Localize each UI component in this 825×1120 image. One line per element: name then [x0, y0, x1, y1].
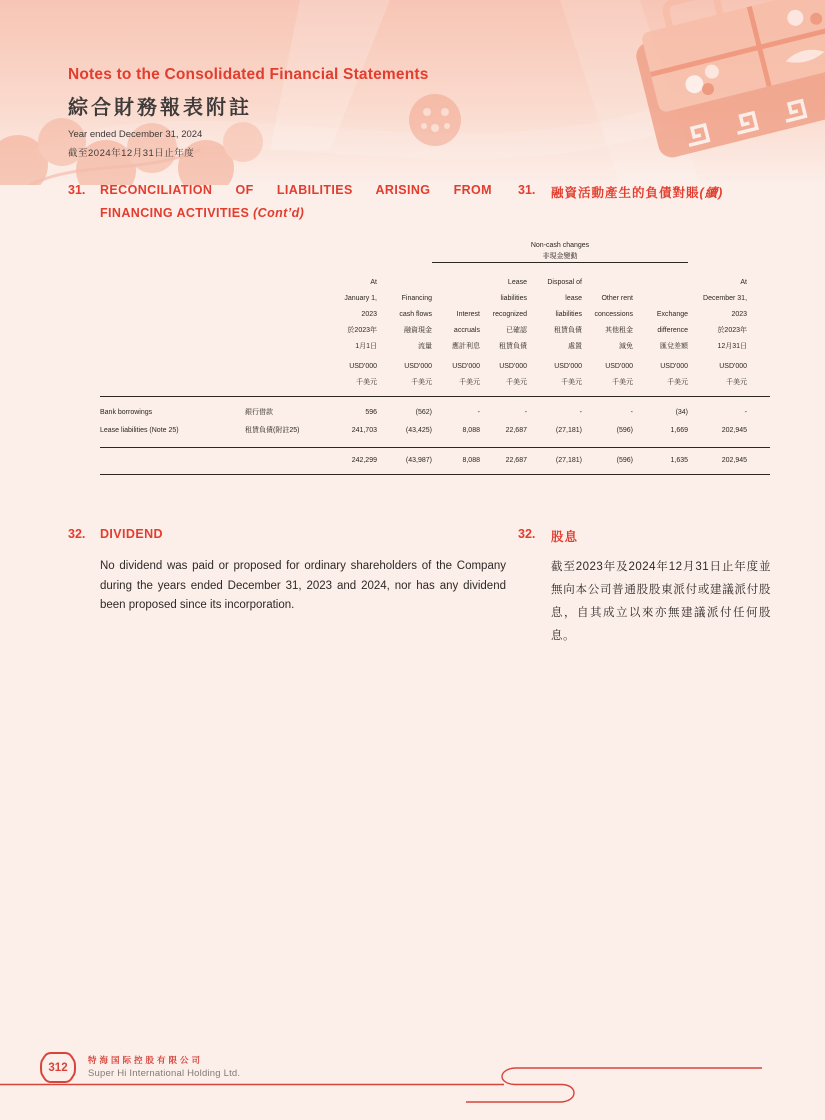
table-header-line: 2023	[731, 311, 748, 318]
group-header-row	[100, 240, 770, 263]
total-value-cell: 202,945	[688, 448, 747, 475]
contd-marker-zh: (續)	[699, 186, 724, 200]
column-header-cell	[335, 263, 377, 397]
value-cell: -	[524, 409, 527, 416]
column-header-cell	[377, 263, 432, 397]
section-31-number-zh: 31.	[518, 183, 536, 197]
label-header-en	[100, 263, 245, 397]
section-31-number: 31.	[68, 183, 86, 197]
table-header-line: Other rent	[601, 295, 633, 302]
column-header-row	[100, 263, 770, 397]
section-31-title-zh: 融資活動產生的負債對賬(續)	[551, 186, 724, 200]
table-header-line: Exchange	[656, 311, 689, 318]
table-header-line: 2023	[361, 311, 377, 318]
table-header-line: USD'000	[605, 363, 633, 370]
table-row	[100, 397, 770, 419]
table-header-line: 於2023年	[347, 327, 377, 334]
period-en: Year ended December 31, 2024	[68, 129, 203, 140]
value-cell: (34)	[675, 409, 689, 416]
section-32-body-zh: 截至2023年及2024年12月31日止年度並無向本公司普通股股東派付或建議派付股息，自其成立以來亦無建議派付任何股息。	[551, 561, 771, 642]
table-cell	[100, 240, 245, 263]
value-cell: (27,181)	[555, 427, 582, 434]
value-cell: -	[477, 409, 480, 416]
label-header-zh	[245, 263, 335, 397]
table-header-line: 租賃負債	[499, 343, 527, 350]
table-header-line: 12月31日	[717, 343, 748, 350]
total-value-cell: 1,635	[633, 448, 688, 475]
table-cell	[100, 448, 245, 475]
table-header-line: January 1,	[344, 295, 377, 302]
row-label-en: Lease liabilities (Note 25)	[100, 427, 179, 434]
table-header-line: USD'000	[719, 363, 748, 370]
table-row	[100, 418, 770, 448]
company-name-zh: 特海国际控股有限公司	[88, 1055, 204, 1065]
recon-table	[100, 240, 770, 475]
table-header-line: Disposal of	[547, 279, 582, 286]
table-header-line: 減免	[619, 343, 633, 350]
total-value-cell: (43,987)	[377, 448, 432, 475]
table-header-line: 流量	[418, 343, 432, 350]
table-header-line: liabilities	[500, 295, 527, 302]
pad-cell	[747, 448, 770, 475]
table-cell	[245, 240, 335, 263]
table-header-line: USD'000	[452, 363, 480, 370]
unit-block	[688, 359, 747, 391]
column-header-cell	[633, 263, 688, 397]
table-header-line: 匯兌差額	[660, 343, 689, 350]
table-header-line: 千美元	[356, 379, 377, 386]
section-31-title-line2: FINANCING ACTIVITIES (Cont’d)	[100, 206, 305, 220]
section-32-number: 32.	[68, 527, 86, 541]
period-zh: 截至2024年12月31日止年度	[68, 148, 195, 159]
value-cell: -	[744, 409, 748, 416]
value-cell: (596)	[616, 427, 633, 434]
table-header-line: accruals	[453, 327, 480, 334]
table-header-line: 租賃負債	[554, 327, 582, 334]
table-header-line: 1月1日	[355, 343, 377, 350]
value-cell: 1,669	[670, 427, 689, 434]
row-label-en: Bank borrowings	[100, 409, 153, 416]
contd-marker: (Cont’d)	[253, 206, 305, 220]
section-32-body-en: No dividend was paid or proposed for ordinary shareholders of the Company during the years ended December 31, 2023 and 2024, nor has any dividend been proposed since its incorporation.	[100, 560, 506, 611]
table-header-line: At	[740, 279, 748, 286]
unit-block	[335, 359, 377, 391]
unit-block	[527, 359, 582, 391]
table-header-line: 千美元	[612, 379, 633, 386]
table-cell	[747, 240, 770, 263]
value-cell: 202,945	[721, 427, 748, 434]
table-header-line: liabilities	[555, 311, 582, 318]
total-value-cell: 22,687	[480, 448, 527, 475]
table-header-line: concessions	[594, 311, 633, 318]
table-header-line: 千美元	[411, 379, 432, 386]
total-value-cell: 242,299	[335, 448, 377, 475]
value-cell: (562)	[415, 409, 432, 416]
unit-block	[633, 359, 688, 391]
table-header-line: recognized	[492, 311, 527, 318]
document-header	[68, 66, 708, 159]
table-header-line: 應計利息	[452, 343, 480, 350]
value-cell: -	[579, 409, 582, 416]
section-31-title	[100, 183, 492, 220]
value-cell: -	[630, 409, 633, 416]
table-header-line: 千美元	[506, 379, 527, 386]
table-header-line: At	[370, 279, 377, 286]
table-cell	[335, 240, 377, 263]
table-header-line: 其他租金	[605, 327, 633, 334]
table-header-line: USD'000	[404, 363, 432, 370]
table-header-line: Lease	[507, 279, 527, 286]
unit-block	[480, 359, 527, 391]
table-header-line: Interest	[456, 311, 480, 318]
table-header-line: 千美元	[667, 379, 689, 386]
section-32-title-zh: 股息	[551, 530, 579, 544]
table-header-line: lease	[565, 295, 582, 302]
footer-cloud-rule-icon	[0, 1056, 825, 1116]
value-cell: 596	[365, 409, 377, 416]
total-value-cell: 8,088	[432, 448, 480, 475]
table-header-line: USD'000	[349, 363, 377, 370]
pad-cell	[747, 418, 770, 448]
table-header-line: 處置	[568, 343, 582, 350]
section-32-number-zh: 32.	[518, 527, 536, 541]
pad-cell	[747, 263, 770, 397]
table-header-line: Financing	[401, 295, 432, 302]
column-header-cell	[432, 263, 480, 397]
table-cell	[688, 240, 747, 263]
table-header-line: 於2023年	[717, 327, 748, 334]
table-header-line: difference	[657, 327, 689, 334]
value-cell: 22,687	[505, 427, 527, 434]
table-cell	[377, 240, 432, 263]
value-cell: (43,425)	[405, 427, 432, 434]
table-header-line: USD'000	[554, 363, 582, 370]
table-cell	[245, 448, 335, 475]
table-header-line: 非現金變動	[542, 253, 578, 260]
column-header-cell	[480, 263, 527, 397]
unit-block	[582, 359, 633, 391]
reconciliation-table-wrap	[100, 240, 770, 475]
column-header-cell	[527, 263, 582, 397]
column-header-cell	[688, 263, 747, 397]
unit-block	[432, 359, 480, 391]
section-31-title-line1: RECONCILIATION OF LIABILITIES ARISING FROM	[100, 183, 492, 197]
page-title: Notes to the Consolidated Financial Statements	[68, 66, 429, 83]
value-cell: 241,703	[351, 427, 377, 434]
table-header-line: 千美元	[726, 379, 748, 386]
total-value-cell: (27,181)	[527, 448, 582, 475]
table-header-line: 千美元	[561, 379, 582, 386]
table-header-line: 千美元	[459, 379, 480, 386]
total-value-cell: (596)	[582, 448, 633, 475]
section-32-title: DIVIDEND	[100, 527, 163, 541]
table-header-line: 融資現金	[404, 327, 432, 334]
row-label-zh: 租賃負債(附註25)	[245, 427, 300, 434]
table-header-line: USD'000	[499, 363, 527, 370]
column-header-cell	[582, 263, 633, 397]
page-number: 312	[48, 1061, 68, 1074]
group-header-cell	[432, 240, 688, 263]
row-label-zh: 銀行借款	[245, 409, 273, 416]
table-header-line: December 31,	[703, 295, 748, 302]
table-header-line: cash flows	[399, 311, 432, 318]
total-row	[100, 448, 770, 475]
value-cell: 8,088	[462, 427, 480, 434]
unit-block	[377, 359, 432, 391]
pad-cell	[747, 397, 770, 419]
table-header-line: Non-cash changes	[530, 242, 590, 249]
table-header-line: USD'000	[660, 363, 689, 370]
company-name-en: Super Hi International Holding Ltd.	[88, 1068, 241, 1079]
page-title-zh: 綜合財務報表附註	[68, 97, 252, 119]
table-header-line: 已確認	[506, 327, 527, 334]
